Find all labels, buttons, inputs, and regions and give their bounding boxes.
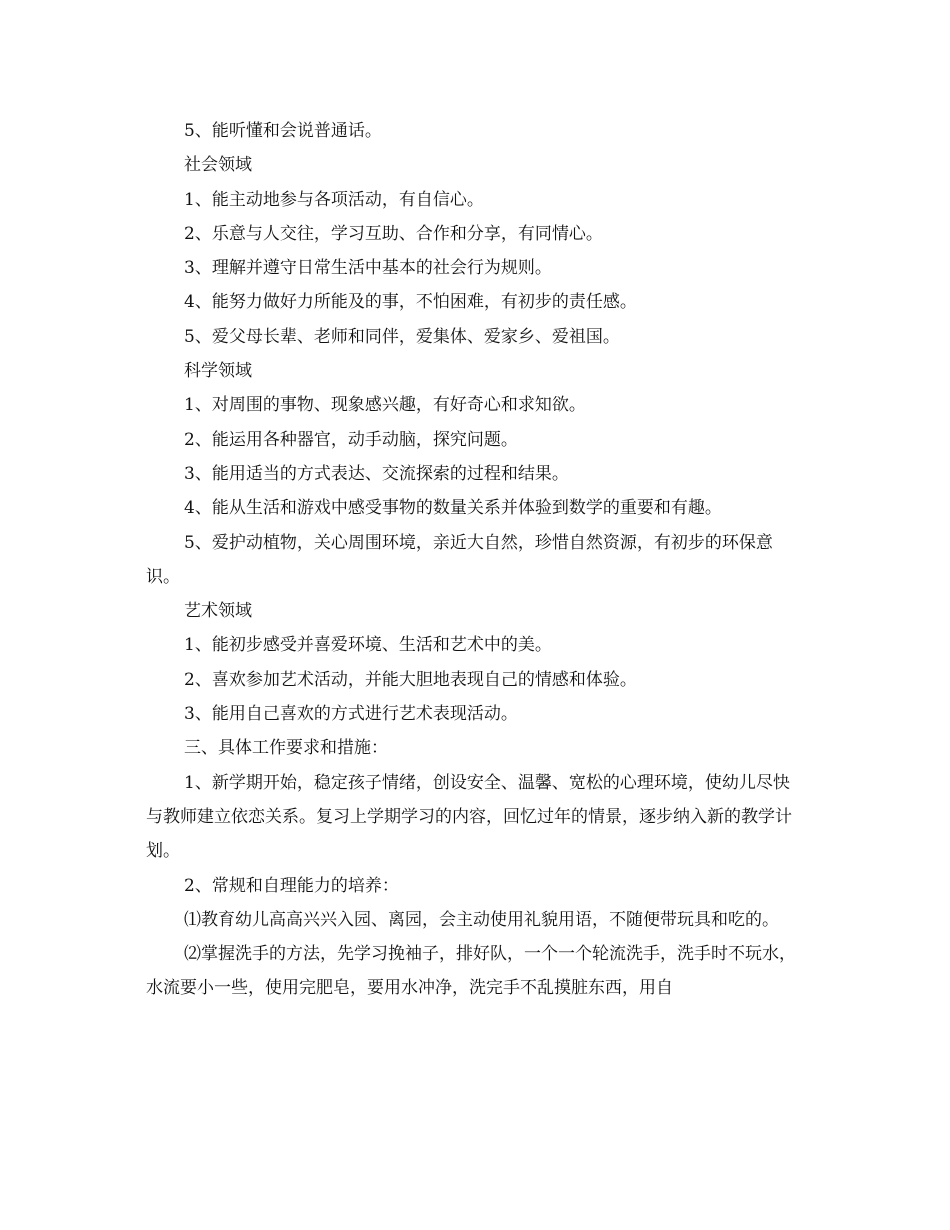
paragraph-mandarin: 5、能听懂和会说普通话。 (184, 121, 382, 141)
paragraph-science-4: 4、能从生活和游戏中感受事物的数量关系并体验到数学的重要和有趣。 (184, 498, 722, 519)
heading-work-requirements: 三、具体工作要求和措施： (184, 738, 388, 759)
paragraph-social-5: 5、爱父母长辈、老师和同伴，爱集体、爱家乡、爱祖国。 (184, 326, 620, 347)
paragraph-requirement-2-2: ⑵掌握洗手的方法，先学习挽袖子，排好队，一个一个轮流洗手，洗手时不玩水，水流要小一些，使用完肥皂，要用水冲净，洗完手不乱摸脏东西，用自 (146, 944, 796, 999)
document-body (146, 114, 806, 1006)
paragraph-requirement-2-1: ⑴教育幼儿高高兴兴入园、离园，会主动使用礼貌用语，不随便带玩具和吃的。 (184, 909, 779, 930)
paragraph-requirement-2: 2、常规和自理能力的培养： (184, 875, 399, 896)
heading-art-domain: 艺术领域 (184, 601, 252, 622)
paragraph-art-1: 1、能初步感受并喜爱环境、生活和艺术中的美。 (184, 635, 552, 656)
heading-social-domain: 社会领域 (184, 155, 252, 176)
paragraph-art-3: 3、能用自己喜欢的方式进行艺术表现活动。 (184, 704, 518, 725)
paragraph-requirement-1: 1、新学期开始，稳定孩子情绪，创设安全、温馨、宽松的心理环境，使幼儿尽快与教师建立依恋关系。复习上学期学习的内容，回忆过年的情景，逐步纳入新的教学计划。 (146, 772, 792, 862)
paragraph-science-1: 1、对周围的事物、现象感兴趣，有好奇心和求知欲。 (184, 395, 586, 416)
paragraph-social-4: 4、能努力做好力所能及的事，不怕困难，有初步的责任感。 (184, 292, 637, 313)
paragraph-social-2: 2、乐意与人交往，学习互助、合作和分享，有同情心。 (184, 223, 603, 244)
paragraph-science-2: 2、能运用各种器官，动手动脑，探究问题。 (184, 429, 518, 450)
paragraph-science-5: 5、爱护动植物，关心周围环境，亲近大自然，珍惜自然资源，有初步的环保意识。 (146, 532, 773, 587)
paragraph-social-1: 1、能主动地参与各项活动，有自信心。 (184, 189, 484, 210)
paragraph-social-3: 3、理解并遵守日常生活中基本的社会行为规则。 (184, 258, 552, 279)
heading-science-domain: 科学领域 (184, 361, 252, 382)
paragraph-science-3: 3、能用适当的方式表达、交流探索的过程和结果。 (184, 463, 569, 484)
paragraph-art-2: 2、喜欢参加艺术活动，并能大胆地表现自己的情感和体验。 (184, 669, 637, 690)
